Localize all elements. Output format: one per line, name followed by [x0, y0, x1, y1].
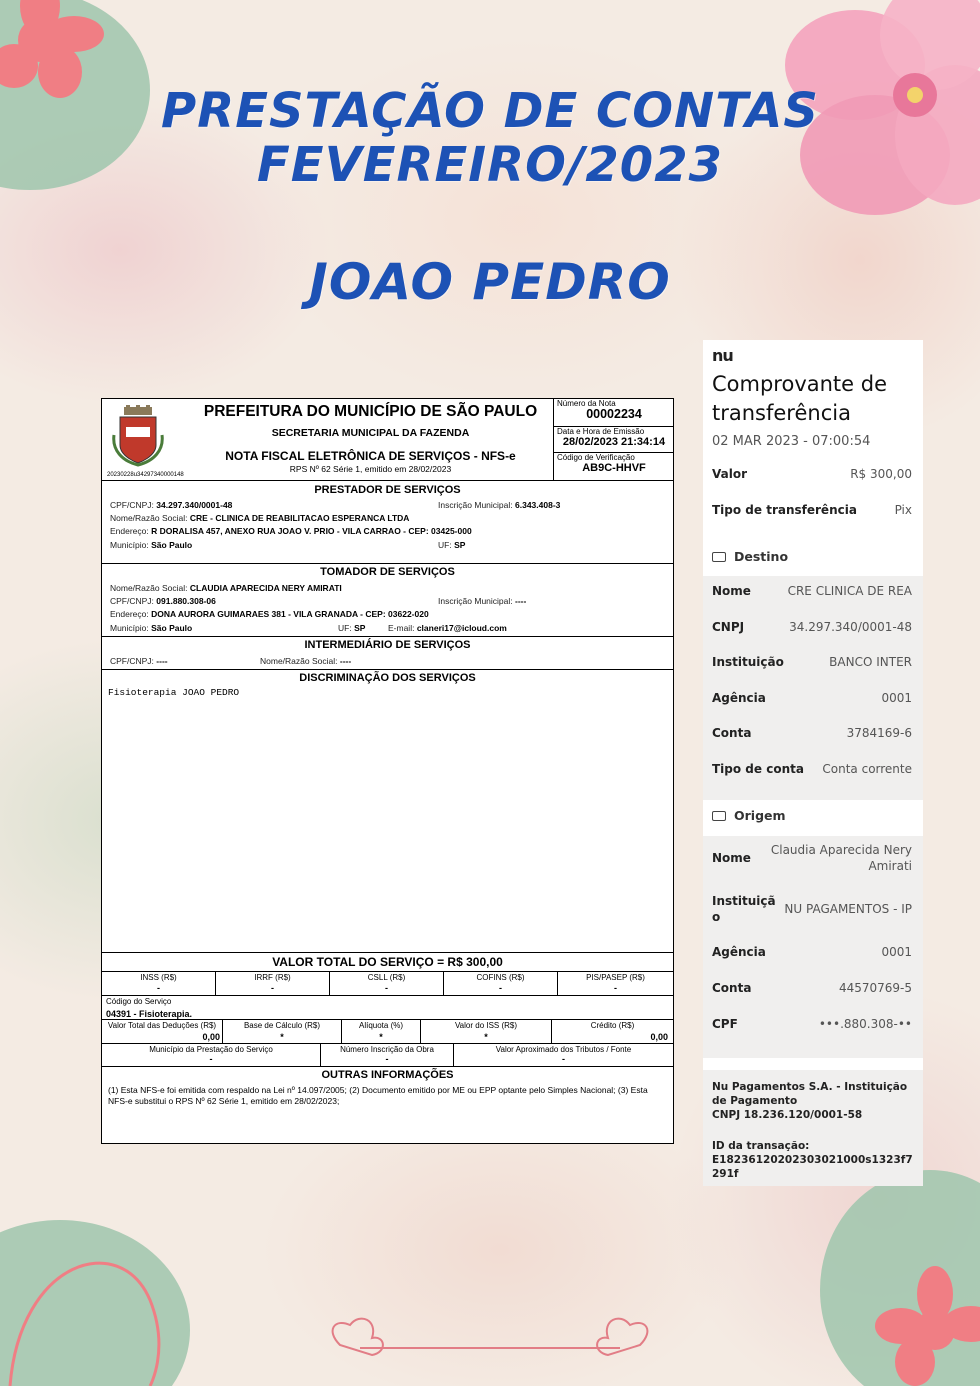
destino-nome-value: CRE CLINICA DE REA	[787, 584, 912, 598]
aliquota-label: Alíquota (%)	[358, 1021, 404, 1030]
divider	[102, 1019, 673, 1020]
verificacao-value: AB9C-HHVF	[582, 462, 646, 474]
tomador-cpf-label: CPF/CNPJ:	[110, 596, 154, 606]
tomador-im-label: Inscrição Municipal:	[438, 596, 513, 606]
receipt-datetime: 02 MAR 2023 - 07:00:54	[712, 434, 871, 449]
municipio-prestacao-label: Município da Prestação do Serviço	[149, 1045, 273, 1054]
destino-nome-label: Nome	[712, 584, 751, 598]
prestador-mun-row	[110, 540, 192, 550]
inscricao-obra-value: -	[385, 1054, 389, 1064]
destino-conta-value: 3784169-6	[846, 726, 912, 740]
origem-agencia-value: 0001	[881, 945, 912, 959]
emissao-label: Data e Hora de Emissão	[557, 427, 645, 436]
valor-total: VALOR TOTAL DO SERVIÇO = R$ 300,00	[272, 955, 503, 969]
origem-nome-label: Nome	[712, 851, 751, 865]
tomador-cpf-row	[110, 596, 216, 606]
destino-section-title	[712, 549, 788, 564]
intermediario-nome: ----	[339, 656, 352, 666]
prestador-nome-label: Nome/Razão Social:	[110, 513, 188, 523]
tomador-email: claneri17@icloud.com	[416, 623, 507, 633]
tomador-email-label: E-mail:	[388, 623, 415, 633]
tributos-aprox-value: -	[562, 1054, 565, 1064]
tomador-cpf: 091.880.308-06	[156, 596, 216, 606]
tomador-im-row	[438, 596, 526, 606]
origem-title-text: Origem	[734, 808, 786, 823]
footer-cnpj: CNPJ 18.236.120/0001-58	[712, 1109, 863, 1121]
tipo-transferencia-label: Tipo de transferência	[712, 503, 857, 517]
city-coat-of-arms-icon	[112, 405, 164, 467]
prestador-im: 6.343.408-3	[515, 500, 561, 510]
divider	[557, 971, 558, 995]
tomador-municipio: São Paulo	[151, 623, 193, 633]
inscricao-obra-label: Número Inscrição da Obra	[340, 1045, 434, 1054]
prestador-cnpj: 34.297.340/0001-48	[156, 500, 233, 510]
destino-instituicao-value: BANCO INTER	[829, 655, 912, 669]
nubank-logo: nu	[712, 346, 733, 365]
tomador-uf-row	[338, 623, 365, 633]
prestador-end-row	[110, 526, 472, 536]
destino-tipo-conta-value: Conta corrente	[822, 762, 912, 776]
destino-agencia-value: 0001	[881, 691, 912, 705]
divider	[443, 971, 444, 995]
divider	[102, 563, 673, 564]
tomador-im: ----	[515, 596, 527, 606]
origem-instituicao-value: NU PAGAMENTOS - IP	[784, 902, 912, 916]
cofins-value: -	[499, 983, 502, 993]
tipo-transferencia-value: Pix	[894, 503, 912, 517]
tomador-mun-row	[110, 623, 192, 633]
codigo-servico-label: Código do Serviço	[106, 997, 172, 1006]
origem-agencia-label: Agência	[712, 945, 766, 959]
prestador-uf-row	[438, 540, 465, 550]
valor-value: R$ 300,00	[850, 467, 912, 481]
outras-informacoes-title: OUTRAS INFORMAÇÕES	[321, 1069, 454, 1081]
numero-label: Número da Nota	[557, 399, 616, 408]
inss-value: -	[157, 983, 160, 993]
divider	[102, 952, 673, 953]
prestador-cnpj-row	[110, 500, 232, 510]
prestador-uf-label: UF:	[438, 540, 452, 550]
tomador-uf-label: UF:	[338, 623, 352, 633]
divider	[102, 669, 673, 670]
divider	[551, 1019, 552, 1043]
intermediario-nome-row	[260, 656, 351, 666]
prestador-nome: CRE - CLINICA DE REABILITACAO ESPERANCA LTDA	[189, 513, 410, 523]
destino-title-text: Destino	[734, 549, 789, 564]
tomador-email-row	[388, 623, 507, 633]
deducoes-label: Valor Total das Deduções (R$)	[107, 1021, 217, 1030]
divider	[102, 636, 673, 637]
prestador-uf: SP	[454, 540, 466, 550]
tomador-nome-row	[110, 583, 342, 593]
destino-cnpj-label: CNPJ	[712, 620, 745, 634]
origem-nome-value: Claudia Aparecida Nery Amirati	[770, 843, 912, 873]
page-title-line1: PRESTAÇÃO DE CONTAS	[161, 83, 819, 139]
prestador-title: PRESTADOR DE SERVIÇOS	[314, 484, 461, 496]
divider	[102, 995, 673, 996]
tomador-title: TOMADOR DE SERVIÇOS	[320, 566, 455, 578]
discriminacao-title: DISCRIMINAÇÃO DOS SERVIÇOS	[299, 672, 476, 684]
bank-transfer-icon	[712, 811, 726, 821]
prestador-cnpj-label: CPF/CNPJ:	[110, 500, 154, 510]
outras-informacoes-text: (1) Esta NFS-e foi emitida com respaldo na Lei nº 14.097/2005; (2) Documento emitido por ME ou EPP optante pelo Simples Nacional; (3) Esta NFS-e substitui o RPS Nº 62 Série 1, emitido em 28/02/2023;	[108, 1085, 648, 1106]
transaction-id-value: E18236120202303021000s1323f7291f	[712, 1154, 913, 1180]
tomador-nome: CLAUDIA APARECIDA NERY AMIRATI	[189, 583, 342, 593]
base-calculo-value: *	[280, 1032, 284, 1042]
nfse-header	[102, 399, 673, 481]
transfer-receipt	[703, 340, 923, 1186]
prestador-endereco: R DORALISA 457, ANEXO RUA JOAO V. PRIO - VILA CARRAO - CEP: 03425-000	[151, 526, 472, 536]
secretaria-title: SECRETARIA MUNICIPAL DA FAZENDA	[271, 427, 470, 439]
destino-agencia-label: Agência	[712, 691, 766, 705]
prestador-municipio: São Paulo	[151, 540, 193, 550]
credito-value: 0,00	[650, 1032, 668, 1042]
page-title-line2: FEVEREIRO/2023	[256, 137, 723, 193]
municipio-prestacao-value: -	[209, 1054, 213, 1064]
verificacao-label: Código de Verificação	[557, 453, 635, 462]
intermediario-cpf-row	[110, 656, 168, 666]
pispasep-label: PIS/PASEP (R$)	[586, 973, 645, 982]
divider	[102, 971, 673, 972]
origem-conta-label: Conta	[712, 981, 752, 995]
irrf-label: IRRF (R$)	[254, 973, 291, 982]
divider	[341, 1019, 342, 1043]
csll-label: CSLL (R$)	[367, 973, 406, 982]
origem-instituicao-label: Instituiçã o	[712, 894, 776, 924]
divider	[102, 1066, 673, 1067]
origem-conta-value: 44570769-5	[838, 981, 912, 995]
base-calculo-label: Base de Cálculo (R$)	[243, 1021, 321, 1030]
valor-iss-value: *	[484, 1032, 488, 1042]
tributos-aprox-label: Valor Aproximado dos Tributos / Fonte	[495, 1045, 632, 1054]
patient-name: JOAO PEDRO	[309, 253, 671, 311]
nfse-document	[101, 398, 674, 1144]
divider	[215, 971, 216, 995]
rps-info: RPS Nº 62 Série 1, emitido em 28/02/2023	[289, 464, 452, 474]
tomador-end-label: Endereço:	[110, 609, 149, 619]
credito-label: Crédito (R$)	[590, 1021, 635, 1030]
discriminacao-text: Fisioterapia JOAO PEDRO	[108, 687, 240, 698]
divider	[420, 1019, 421, 1043]
valor-iss-label: Valor do ISS (R$)	[454, 1021, 518, 1030]
prestador-nome-row	[110, 513, 409, 523]
tomador-nome-label: Nome/Razão Social:	[110, 583, 188, 593]
intermediario-cpf: ----	[156, 656, 168, 666]
deducoes-value: 0,00	[202, 1032, 220, 1042]
tomador-end-row	[110, 609, 429, 619]
destino-cnpj-value: 34.297.340/0001-48	[789, 620, 912, 634]
prestador-mun-label: Município:	[110, 540, 149, 550]
intermediario-title: INTERMEDIÁRIO DE SERVIÇOS	[304, 639, 471, 651]
destino-instituicao-label: Instituição	[712, 655, 784, 669]
codigo-servico-value: 04391 - Fisioterapia.	[106, 1009, 193, 1019]
irrf-value: -	[271, 983, 274, 993]
nota-info-box	[553, 399, 673, 481]
aliquota-value: *	[379, 1032, 383, 1042]
tomador-uf: SP	[354, 623, 366, 633]
valor-label: Valor	[712, 467, 748, 481]
origem-section-title	[712, 808, 786, 823]
origem-row	[712, 893, 912, 927]
prefeitura-title: PREFEITURA DO MUNICÍPIO DE SÃO PAULO	[203, 403, 538, 420]
bank-transfer-icon	[712, 552, 726, 562]
prestador-end-label: Endereço:	[110, 526, 149, 536]
footer-company: Nu Pagamentos S.A. - Instituição de Pagamento	[712, 1081, 908, 1107]
divider	[222, 1019, 223, 1043]
divider	[453, 1043, 454, 1066]
inss-label: INSS (R$)	[140, 973, 177, 982]
divider	[102, 1043, 673, 1044]
nota-title: NOTA FISCAL ELETRÔNICA DE SERVIÇOS - NFS-e	[225, 449, 516, 463]
tomador-mun-label: Município:	[110, 623, 149, 633]
cofins-label: COFINS (R$)	[476, 973, 525, 982]
divider	[329, 971, 330, 995]
transaction-id-label: ID da transação:	[712, 1140, 810, 1152]
prestador-im-label: Inscrição Municipal:	[438, 500, 513, 510]
prestador-im-row	[438, 500, 560, 510]
numero-value: 00002234	[586, 407, 642, 421]
csll-value: -	[385, 983, 388, 993]
destino-conta-label: Conta	[712, 726, 752, 740]
origem-row	[712, 842, 912, 876]
emissao-value: 28/02/2023 21:34:14	[562, 436, 666, 448]
destino-tipo-conta-label: Tipo de conta	[712, 762, 804, 776]
barcode-text: 20230228u34297340000148	[107, 472, 184, 478]
tomador-endereco: DONA AURORA GUIMARAES 381 - VILA GRANADA - CEP: 03622-020	[151, 609, 429, 619]
intermediario-cpf-label: CPF/CNPJ:	[110, 656, 154, 666]
receipt-title: Comprovante de transferência	[712, 372, 888, 425]
intermediario-nome-label: Nome/Razão Social:	[260, 656, 338, 666]
origem-cpf-value: •••.880.308-••	[818, 1017, 912, 1031]
origem-cpf-label: CPF	[712, 1017, 738, 1031]
pispasep-value: -	[614, 983, 617, 993]
divider	[320, 1043, 321, 1066]
